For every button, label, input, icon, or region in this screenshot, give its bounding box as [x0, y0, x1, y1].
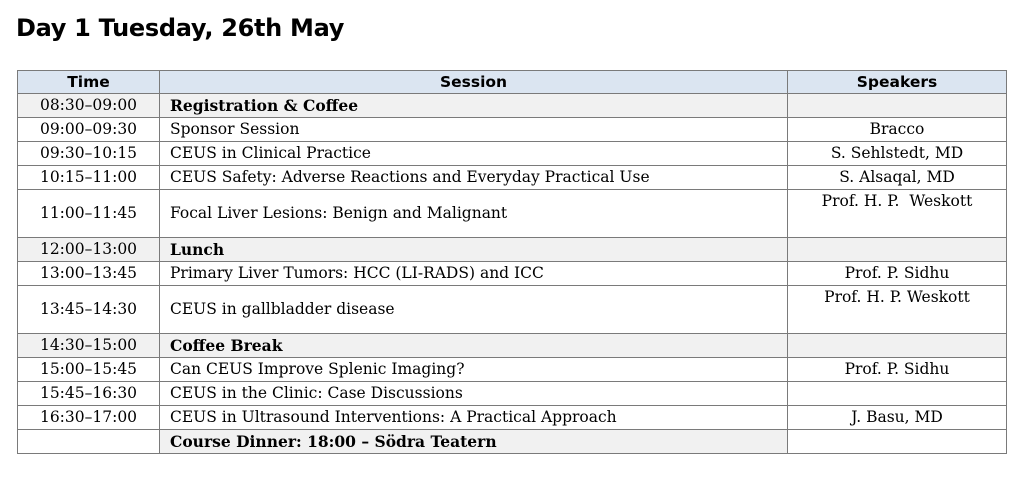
time-cell: 15:00–15:45: [18, 358, 160, 382]
table-row: [18, 190, 1007, 238]
session-cell: CEUS in the Clinic: Case Discussions: [160, 382, 788, 406]
session-cell: CEUS in Clinical Practice: [160, 142, 788, 166]
speaker-cell: [788, 382, 1007, 406]
time-cell: 15:45–16:30: [18, 382, 160, 406]
speaker-cell: [788, 334, 1007, 358]
time-cell: [18, 430, 160, 454]
session-cell: Registration & Coffee: [160, 94, 788, 118]
time-cell: 09:30–10:15: [18, 142, 160, 166]
session-column-header: Session: [160, 71, 788, 94]
schedule-table: [17, 70, 1007, 454]
table-row: [18, 166, 1007, 190]
speaker-cell: Prof. H. P. Weskott: [788, 190, 1007, 238]
time-cell: 10:15–11:00: [18, 166, 160, 190]
table-row: [18, 358, 1007, 382]
session-cell: CEUS Safety: Adverse Reactions and Everyday Practical Use: [160, 166, 788, 190]
session-cell: Sponsor Session: [160, 118, 788, 142]
time-cell: 11:00–11:45: [18, 190, 160, 238]
speaker-cell: Bracco: [788, 118, 1007, 142]
table-row: [18, 334, 1007, 358]
page-title: Day 1 Tuesday, 26th May: [16, 14, 345, 42]
time-cell: 09:00–09:30: [18, 118, 160, 142]
table-row: [18, 118, 1007, 142]
time-cell: 08:30–09:00: [18, 94, 160, 118]
time-cell: 13:00–13:45: [18, 262, 160, 286]
speaker-cell: [788, 430, 1007, 454]
session-cell: CEUS in gallbladder disease: [160, 286, 788, 334]
speaker-cell: [788, 94, 1007, 118]
speaker-cell: J. Basu, MD: [788, 406, 1007, 430]
table-row: [18, 238, 1007, 262]
time-column-header: Time: [18, 71, 160, 94]
speaker-cell: Prof. H. P. Weskott: [788, 286, 1007, 334]
table-row: [18, 262, 1007, 286]
table-row: [18, 406, 1007, 430]
time-cell: 12:00–13:00: [18, 238, 160, 262]
session-cell: Coffee Break: [160, 334, 788, 358]
speaker-cell: S. Alsaqal, MD: [788, 166, 1007, 190]
table-row: [18, 142, 1007, 166]
session-cell: Primary Liver Tumors: HCC (LI-RADS) and ICC: [160, 262, 788, 286]
time-cell: 13:45–14:30: [18, 286, 160, 334]
table-row: [18, 286, 1007, 334]
speaker-cell: Prof. P. Sidhu: [788, 262, 1007, 286]
table-row: [18, 430, 1007, 454]
session-cell: Lunch: [160, 238, 788, 262]
table-row: [18, 94, 1007, 118]
session-cell: CEUS in Ultrasound Interventions: A Practical Approach: [160, 406, 788, 430]
table-row: [18, 382, 1007, 406]
speakers-column-header: Speakers: [788, 71, 1007, 94]
session-cell: Course Dinner: 18:00 – Södra Teatern: [160, 430, 788, 454]
speaker-cell: Prof. P. Sidhu: [788, 358, 1007, 382]
session-cell: Can CEUS Improve Splenic Imaging?: [160, 358, 788, 382]
table-header-row: [18, 71, 1007, 94]
time-cell: 16:30–17:00: [18, 406, 160, 430]
time-cell: 14:30–15:00: [18, 334, 160, 358]
speaker-cell: S. Sehlstedt, MD: [788, 142, 1007, 166]
session-cell: Focal Liver Lesions: Benign and Malignant: [160, 190, 788, 238]
speaker-cell: [788, 238, 1007, 262]
